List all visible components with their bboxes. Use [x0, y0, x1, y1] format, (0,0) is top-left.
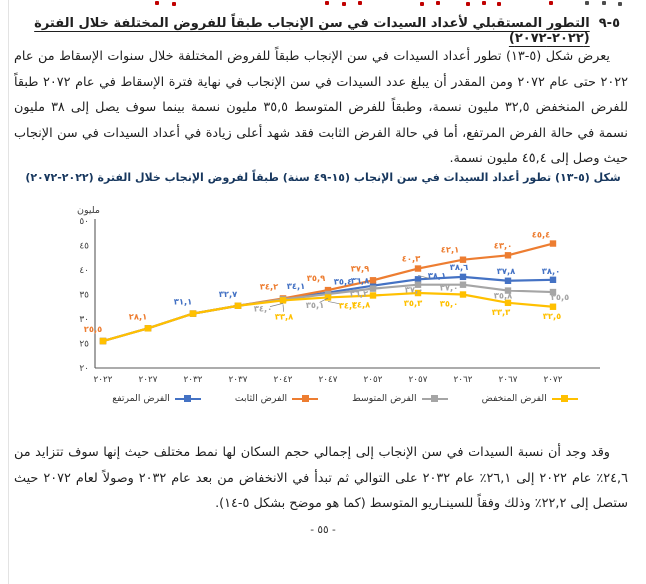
series-low: [100, 290, 556, 344]
svg-text:٢٠٣٧: ٢٠٣٧: [228, 375, 248, 385]
svg-text:٢٠٣٢: ٢٠٣٢: [183, 375, 203, 385]
legend-marker-low: [552, 394, 578, 403]
svg-text:٣٥,٥: ٣٥,٥: [550, 292, 570, 303]
svg-text:٤٣,٠: ٤٣,٠: [493, 240, 513, 251]
legend-label-high: الفرض المرتفع: [112, 393, 170, 404]
svg-text:٢٠٢٢: ٢٠٢٢: [93, 375, 113, 385]
svg-text:٣٣,٣: ٣٣,٣: [491, 306, 511, 317]
svg-text:٣٥,٩: ٣٥,٩: [306, 273, 326, 284]
svg-text:٣٨,٠: ٣٨,٠: [541, 265, 561, 276]
svg-text:٣٥,١: ٣٥,١: [305, 300, 325, 311]
series-labels-constant: [84, 230, 551, 335]
legend-marker-high: [175, 394, 201, 403]
svg-text:٣٥,٨: ٣٥,٨: [493, 290, 513, 301]
page-edge-line: [8, 0, 9, 584]
svg-text:٤٥,٤: ٤٥,٤: [531, 229, 551, 240]
page-number: - ٥٥ -: [310, 524, 336, 536]
legend-item-high: [112, 393, 201, 404]
svg-text:٢٠: ٢٠: [79, 364, 89, 374]
legend-marker-medium: [422, 394, 448, 403]
svg-text:٣٥: ٣٥: [79, 290, 89, 301]
svg-text:٤٠,٣: ٤٠,٣: [401, 253, 421, 264]
svg-text:مليون: مليون: [77, 205, 100, 216]
series-high: [100, 274, 556, 345]
svg-text:٣٨,٦: ٣٨,٦: [449, 261, 469, 272]
section-title: التطور المستقبلي لأعداد السيدات في سن الإنجاب طبقاً للفروض المختلفة خلال الفترة (٢٠٢٢-٢٠٧٢): [34, 16, 590, 46]
svg-text:٣٤,٨: ٣٤,٨: [351, 299, 371, 310]
paragraph-ratio-trend: وقد وجد أن نسبة السيدات في سن الإنجاب إلى إجمالي حجم السكان لها نمط مختلف حيث إنها سوف تتزايد من ٢٤,٦٪ عام ٢٠٢٢ إلى ٢٦,١٪ عام ٢٠٣٢ على التوالي ثم تبدأ في الانخفاض من بعد عام ٢٠٣٢ وصولاً لعام ٢٠٧٢ حيث ستصل إلى ٢٢,٢٪ وذلك وفقاً للسينـاريو المتوسط (كما هو موضح بشكل ٥-١٤).: [14, 445, 628, 511]
svg-text:٣٧,٩: ٣٧,٩: [350, 263, 370, 274]
paragraph-projection-summary: يعرض شكل (٥-١٣) تطور أعداد السيدات في سن الإنجاب طبقاً للفروض المختلفة خلال سنوات الإسقاط من عام ٢٠٢٢ حتى عام ٢٠٧٢ ومن المقدر أن يبلغ عدد السيدات في سن الإنجاب في نهاية فترة الإسقاط في عام ٢٠٧٢ طبقاً للفرض المنخفض ٣٢,٥ مليون نسمة، وطبقاً للفرض المتوسط ٣٥,٥ مليون نسمة بينما سوف يصل إلى ٣٨ مليون نسمة في حالة الفرض المرتفع، أما في حالة الفرض الثابت فقد شهد أعلى زيادة في أعداد السيدات في سن الإنجاب حيث وصل إلى ٤٥,٤ مليون نسمة.: [14, 49, 629, 166]
svg-text:٣٤,١: ٣٤,١: [286, 280, 306, 291]
svg-text:٣٠: ٣٠: [79, 315, 89, 325]
legend-item-low: [482, 393, 578, 404]
svg-text:٢٠٤٧: ٢٠٤٧: [318, 375, 338, 385]
legend-item-medium: [352, 393, 447, 404]
svg-text:٢٥: ٢٥: [79, 339, 89, 350]
svg-text:٤٥: ٤٥: [79, 241, 89, 252]
svg-text:٥٠: ٥٠: [79, 217, 89, 227]
figure-caption: شكل (٥-١٣) تطور أعداد السيدات في سن الإنجاب (١٥-٤٩ سنة) طبقاً لفروض الإنجاب خلال الفترة (٢٠٢٢-٢٠٧٢): [25, 171, 621, 184]
svg-text:٣٧,٨: ٣٧,٨: [496, 265, 516, 276]
svg-text:٢٠٤٢: ٢٠٤٢: [273, 375, 293, 385]
svg-text:٣٥,٤: ٣٥,٤: [333, 276, 353, 287]
legend-item-constant: [235, 393, 318, 404]
svg-text:٣٥,٣: ٣٥,٣: [403, 298, 423, 309]
legend-label-constant: الفرض الثابت: [234, 393, 288, 404]
svg-text:٣٧,٠: ٣٧,٠: [439, 282, 459, 293]
legend-label-medium: الفرض المتوسط: [352, 393, 417, 404]
svg-text:٣٨,١: ٣٨,١: [427, 270, 447, 281]
section-number: ٥-٩: [598, 16, 620, 31]
svg-text:٤٠: ٤٠: [79, 266, 89, 276]
svg-text:٣٢,٧: ٣٢,٧: [218, 288, 238, 299]
projection-chart-svg: [60, 205, 630, 395]
fertility-projection-chart: [60, 205, 630, 420]
series-medium: [100, 282, 556, 345]
chart-legend: [60, 393, 630, 404]
svg-text:٣٦,٨: ٣٦,٨: [350, 275, 370, 286]
svg-text:٣٤,٠: ٣٤,٠: [253, 303, 273, 314]
svg-text:٣٢,٥: ٣٢,٥: [542, 310, 562, 321]
svg-text:٢٠٧٢: ٢٠٧٢: [543, 375, 563, 385]
svg-text:٣٣,٨: ٣٣,٨: [274, 311, 294, 322]
svg-text:٢٠٦٧: ٢٠٦٧: [498, 375, 518, 385]
svg-text:٢٨,١: ٢٨,١: [128, 311, 148, 322]
svg-text:٣٤,٢: ٣٤,٢: [259, 281, 279, 292]
svg-text:٣٥,٠: ٣٥,٠: [439, 298, 459, 309]
svg-text:٢٠٥٢: ٢٠٥٢: [363, 375, 383, 385]
svg-text:٢٥,٥: ٢٥,٥: [83, 324, 103, 335]
section-heading: [18, 16, 620, 46]
svg-text:٢٠٥٧: ٢٠٥٧: [408, 375, 428, 385]
legend-label-low: الفرض المنخفض: [481, 393, 547, 404]
svg-text:٤٢,١: ٤٢,١: [440, 244, 460, 255]
svg-text:٣٦,٢: ٣٦,٢: [349, 288, 369, 299]
svg-text:٢٠٢٧: ٢٠٢٧: [138, 375, 158, 385]
svg-text:٣١,١: ٣١,١: [173, 296, 193, 307]
legend-marker-constant: [292, 394, 318, 403]
svg-text:٣٤,٤: ٣٤,٤: [338, 300, 358, 311]
svg-text:٣٧,٠: ٣٧,٠: [404, 284, 424, 295]
svg-text:٢٠٦٢: ٢٠٦٢: [453, 375, 473, 385]
